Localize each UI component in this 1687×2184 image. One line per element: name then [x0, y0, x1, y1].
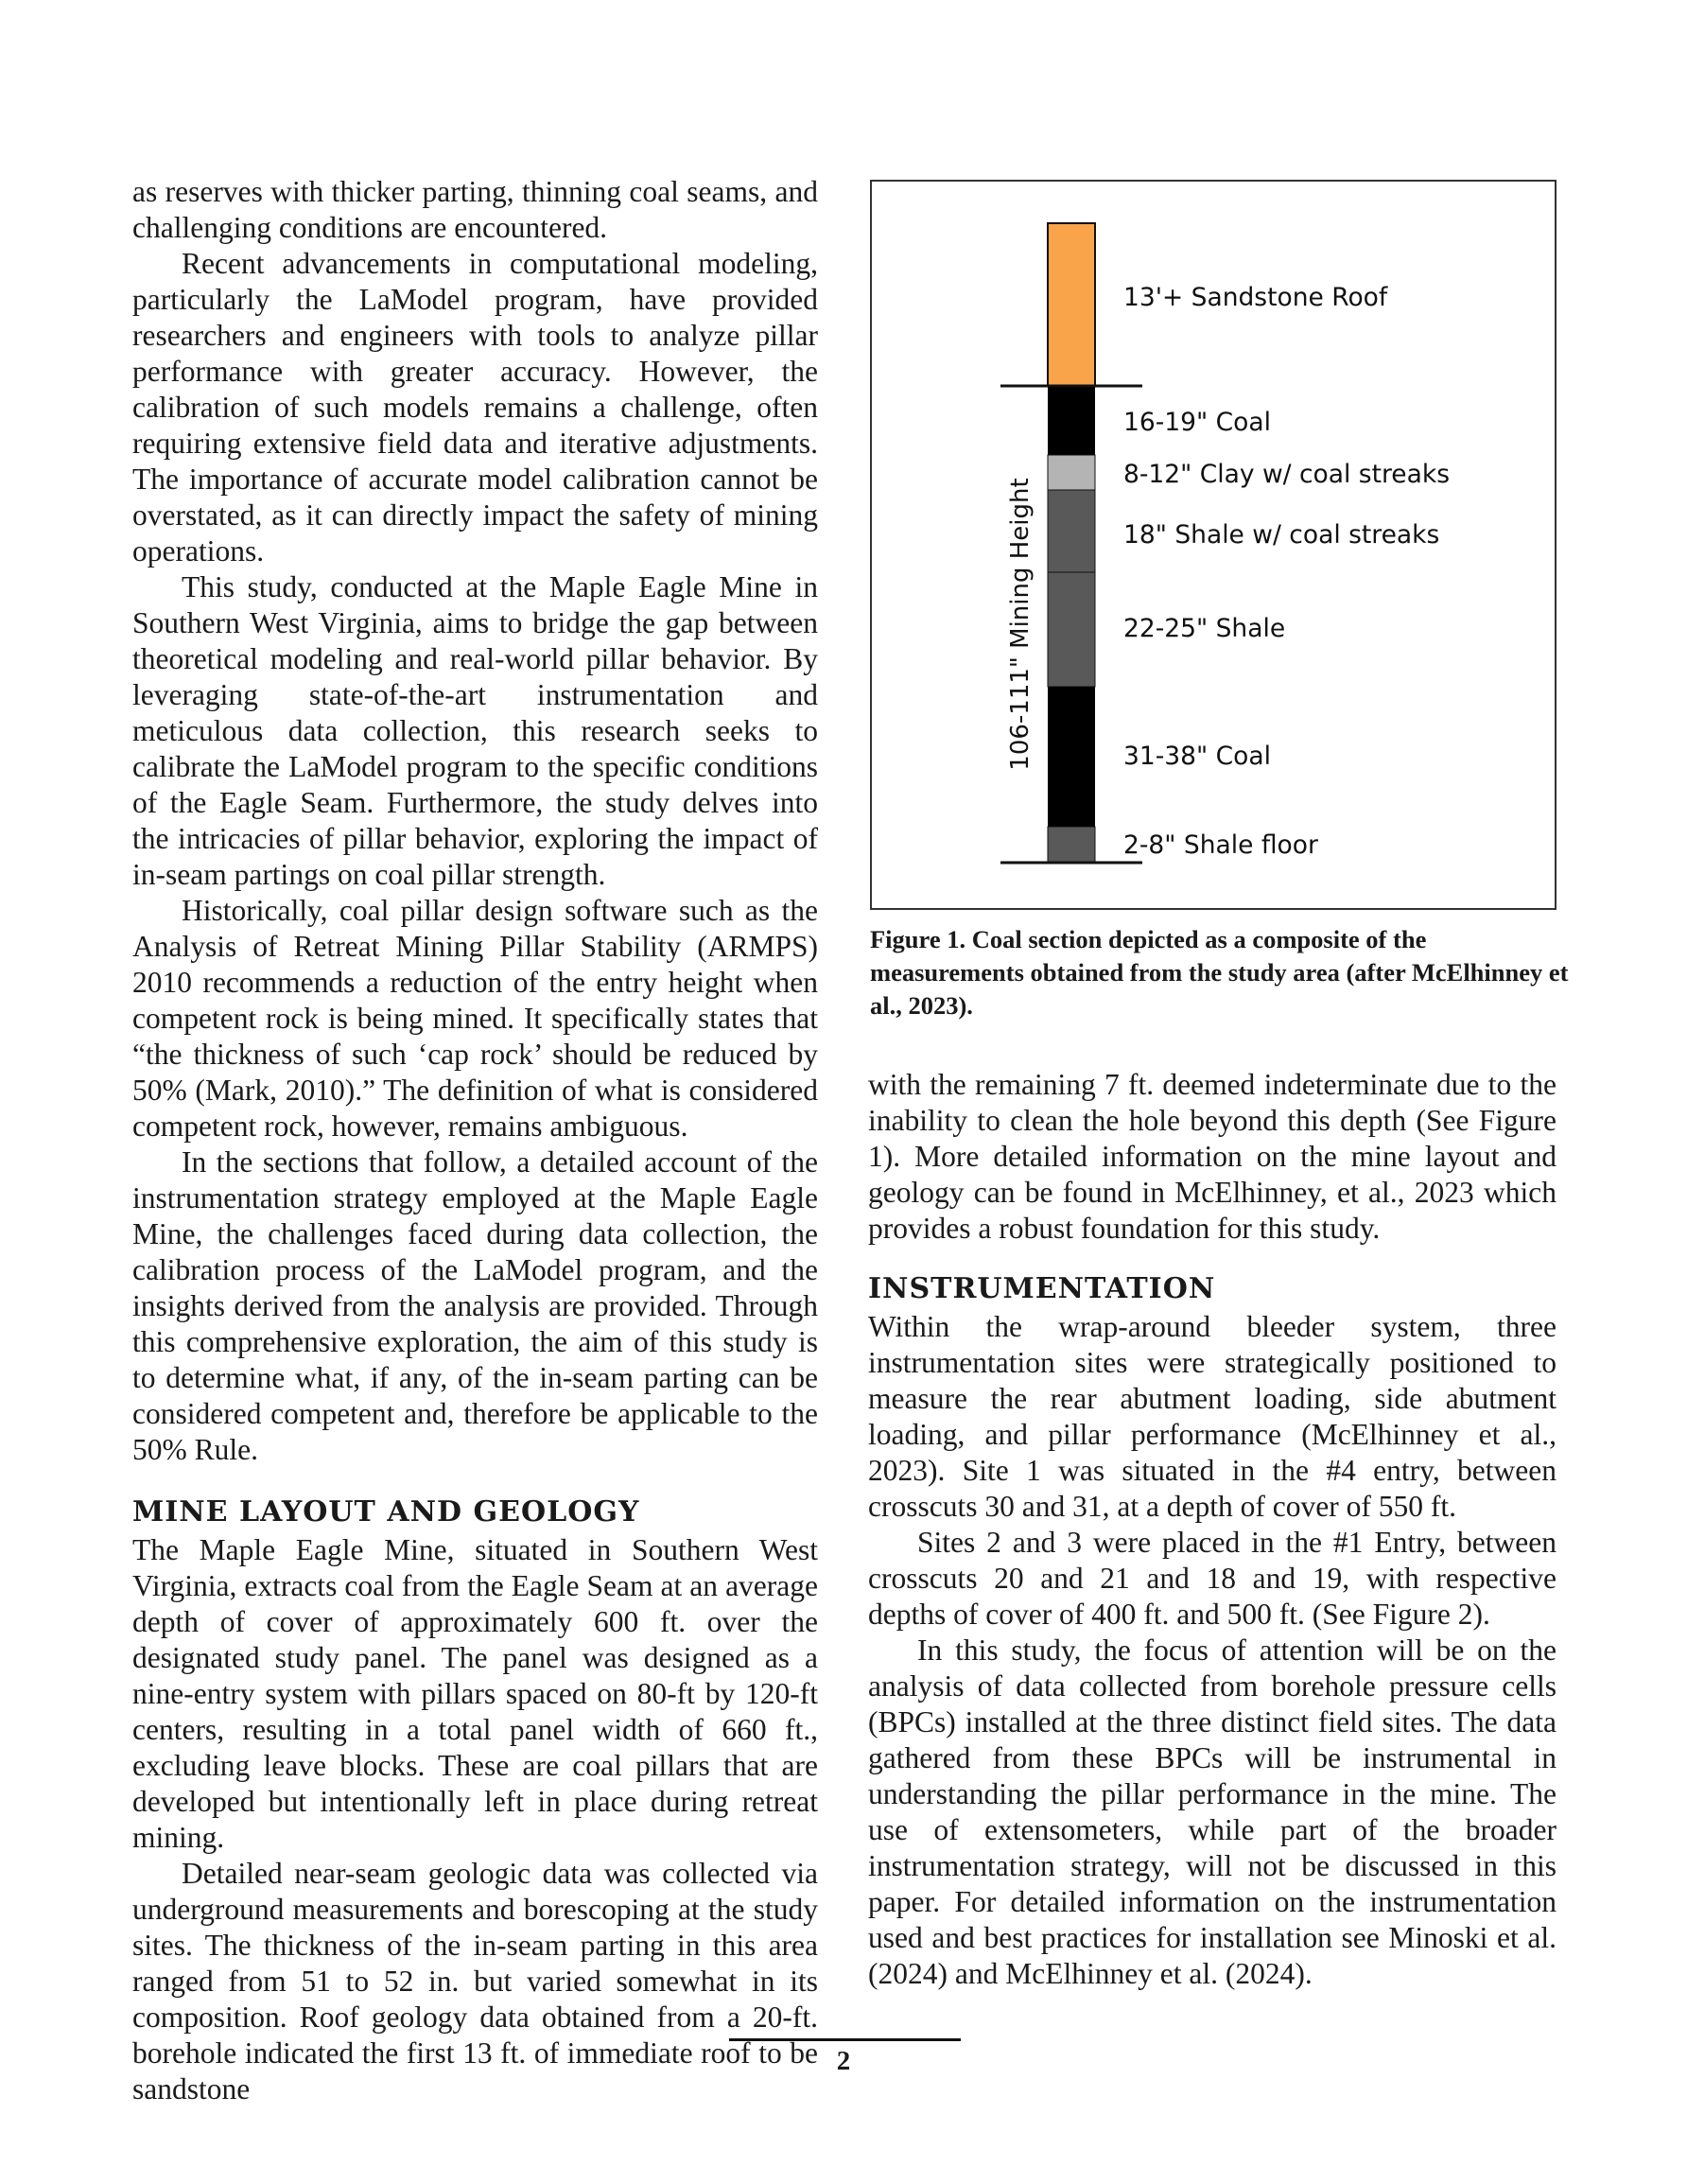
- label-sandstone-roof: 13'+ Sandstone Roof: [1123, 283, 1388, 312]
- paragraph: as reserves with thicker parting, thinning coal seams, and challenging conditions are encountered.: [132, 175, 818, 244]
- left-column: [132, 174, 818, 2107]
- page-number: 2: [836, 2046, 851, 2076]
- paragraph: In this study, the focus of attention will be on the analysis of data collected from borehole pressure cells (BPCs) installed at the three distinct field sites. The data gathered from these BPCs will be instrumental in understanding the pillar performance in the mine. The use of extensometers, while part of the broader instrumentation strategy, will not be discussed in this paper. For detailed information on the instrumentation used and best practices for installation see Minoski et al. (2024) and McElhinney et al. (2024).: [868, 1634, 1557, 1990]
- figure-coal-section: [870, 180, 1557, 910]
- section-heading-instrumentation: INSTRUMENTATION: [868, 1272, 1216, 1305]
- layer-clay: [1048, 455, 1095, 490]
- paragraph: Historically, coal pillar design software such as the Analysis of Retreat Mining Pillar Stability (ARMPS) 2010 recommends a reduction of the entry height when competent rock is being mined. It specifically states that “the thickness of such ‘cap rock’ should be reduced by 50% (Mark, 2010).” The definition of what is considered competent rock, however, remains ambiguous.: [132, 894, 818, 1143]
- label-coal-upper: 16-19" Coal: [1123, 408, 1271, 437]
- label-shale-floor: 2-8" Shale floor: [1123, 830, 1318, 860]
- layer-shale-coal-streaks: [1048, 490, 1095, 572]
- paragraph: Sites 2 and 3 were placed in the #1 Entry, between crosscuts 20 and 21 and 18 and 19, with respective depths of cover of 400 ft. and 500 ft. (See Figure 2).: [868, 1526, 1557, 1631]
- paragraph: The Maple Eagle Mine, situated in Southern West Virginia, extracts coal from the Eagle Seam at an average depth of cover of approximately 600 ft. over the designated study panel. The panel was designed as a nine-entry system with pillars spaced on 80-ft by 120-ft centers, resulting in a total panel width of 660 ft., excluding leave blocks. These are coal pillars that are developed but intentionally left in place during retreat mining.: [132, 1533, 818, 1854]
- label-clay: 8-12" Clay w/ coal streaks: [1123, 460, 1451, 489]
- layer-coal-lower: [1048, 687, 1095, 827]
- label-mining-height: 106-111" Mining Height: [1006, 478, 1035, 771]
- paragraph: Detailed near-seam geologic data was collected via underground measurements and borescoping at the study sites. The thickness of the in-seam parting in this area ranged from 51 to 52 in. but varied somewhat in its composition. Roof geology data obtained from a 20-ft. borehole indicated the first 13 ft. of immediate roof to be sandstone: [132, 1857, 818, 2105]
- layer-sandstone-roof: [1048, 223, 1095, 386]
- figure-caption: Figure 1. Coal section depicted as a composite of the measurements obtained from the study area (after McElhinney et al., 2023).: [870, 925, 1569, 1020]
- label-coal-lower: 31-38" Coal: [1123, 742, 1271, 771]
- right-column-upper: [868, 1067, 1557, 1247]
- footer-rule: [729, 2038, 961, 2041]
- section-heading-mine-layout: MINE LAYOUT AND GEOLOGY: [132, 1495, 640, 1529]
- paragraph: Recent advancements in computational modeling, particularly the LaModel program, have provided researchers and engineers with tools to analyze pillar performance with greater accuracy. However, the calibration of such models remains a challenge, often requiring extensive field data and iterative adjustments. The importance of accurate model calibration cannot be overstated, as it can directly impact the safety of mining operations.: [132, 247, 818, 568]
- paragraph: with the remaining 7 ft. deemed indeterminate due to the inability to clean the hole beyond this depth (See Figure 1). More detailed information on the mine layout and geology can be found in McElhinney, et al., 2023 which provides a robust foundation for this study.: [868, 1068, 1557, 1245]
- layer-shale: [1048, 572, 1095, 687]
- right-column-lower: [868, 1271, 1557, 1992]
- paragraph: This study, conducted at the Maple Eagle Mine in Southern West Virginia, aims to bridge the gap between theoretical modeling and real-world pillar behavior. By leveraging state-of-the-art instrumentation and meticulous data collection, this research seeks to calibrate the LaModel program to the specific conditions of the Eagle Seam. Furthermore, the study delves into the intricacies of pillar behavior, exploring the impact of in-seam partings on coal pillar strength.: [132, 570, 818, 891]
- coal-section-diagram: [872, 182, 1558, 912]
- paragraph: In the sections that follow, a detailed account of the instrumentation strategy employed at the Maple Eagle Mine, the challenges faced during data collection, the calibration process of the LaModel program, and the insights derived from the analysis are provided. Through this comprehensive exploration, the aim of this study is to determine what, if any, of the in-seam parting can be considered competent and, therefore be applicable to the 50% Rule.: [132, 1145, 818, 1466]
- layer-coal-upper: [1048, 386, 1095, 455]
- layer-shale-floor: [1048, 827, 1095, 863]
- label-shale: 22-25" Shale: [1123, 614, 1286, 643]
- paragraph: Within the wrap-around bleeder system, three instrumentation sites were strategically positioned to measure the rear abutment loading, side abutment loading, and pillar performance (McElhinney et al., 2023). Site 1 was situated in the #4 entry, between crosscuts 30 and 31, at a depth of cover of 550 ft.: [868, 1310, 1557, 1523]
- label-shale-coal-streaks: 18" Shale w/ coal streaks: [1123, 520, 1440, 550]
